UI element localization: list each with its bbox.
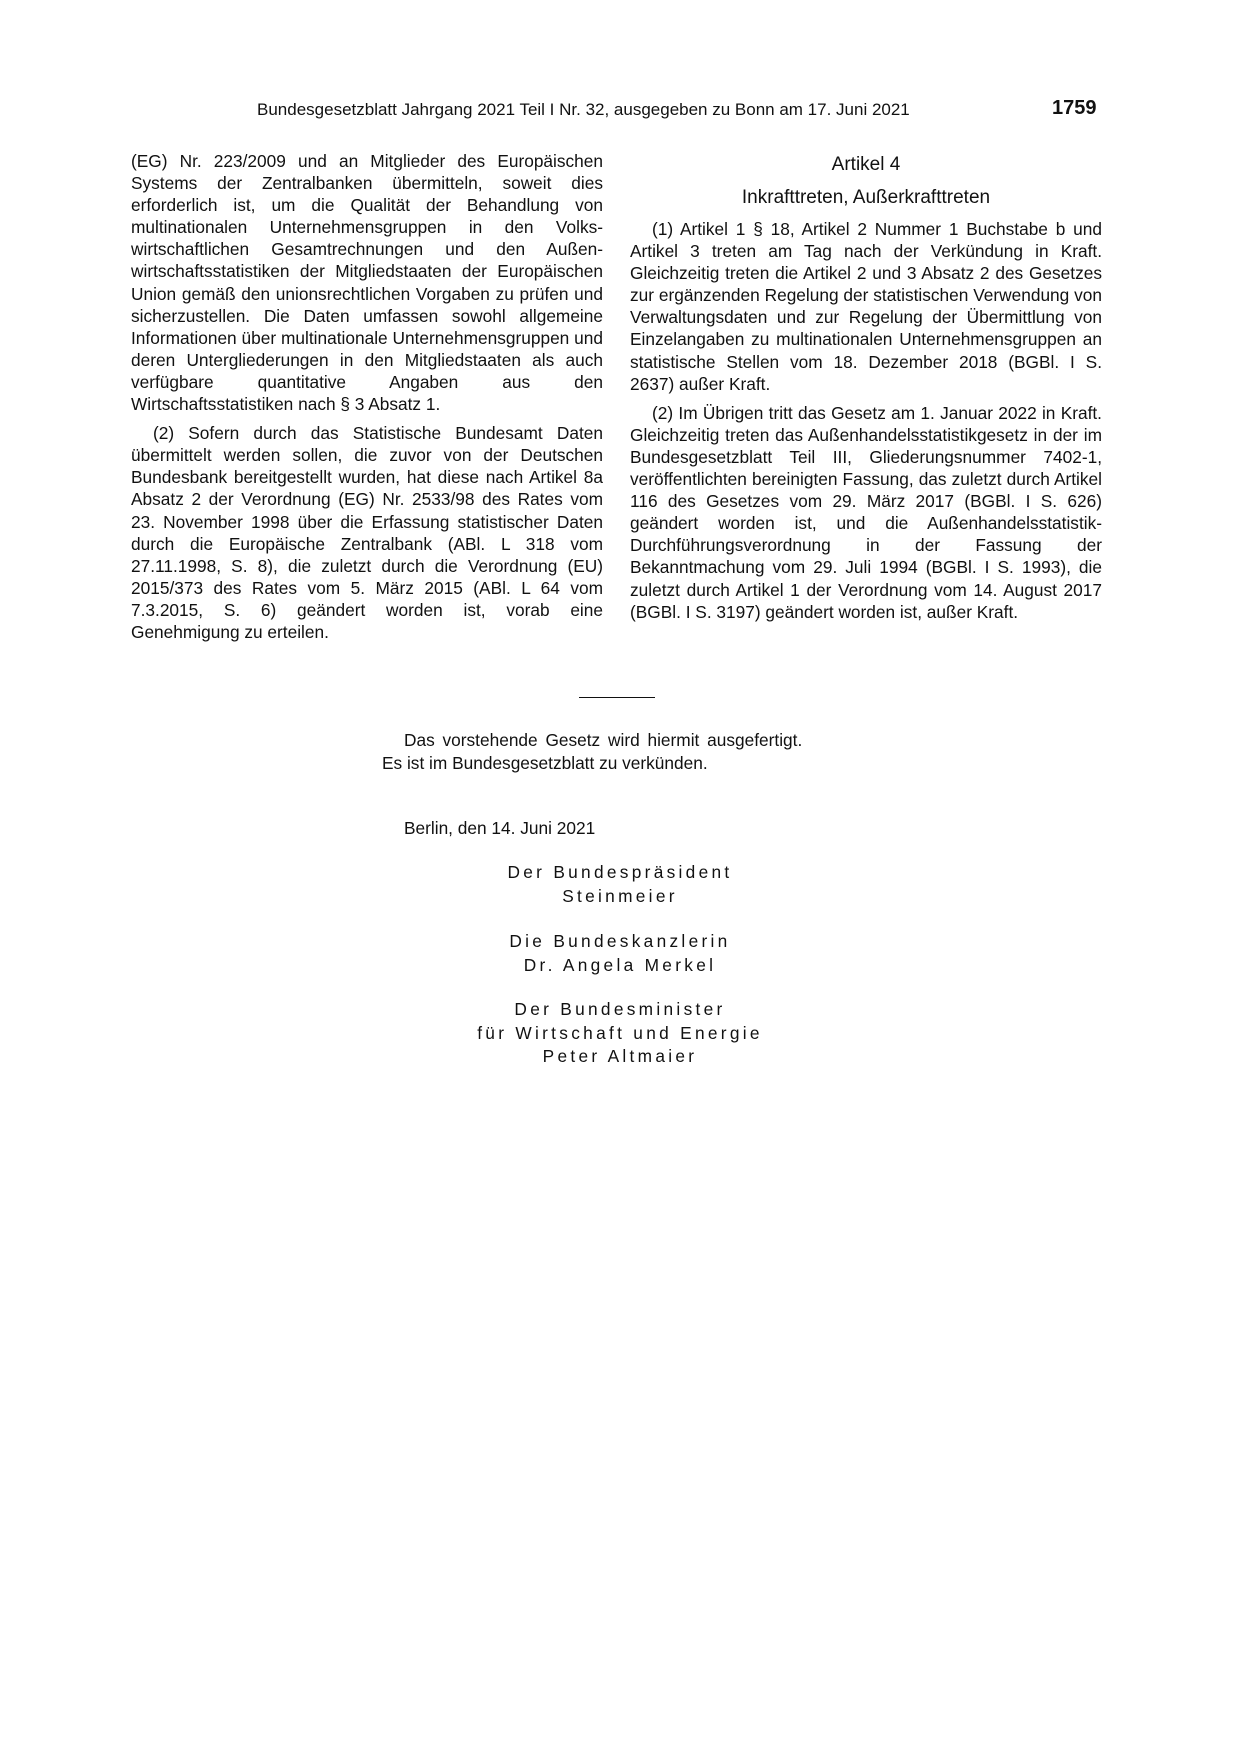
running-title: Bundesgesetzblatt Jahrgang 2021 Teil I Nr. 32, ausgegeben zu Bonn am 17. Juni 2021: [257, 100, 910, 119]
right-paragraph-2: (2) Im Übrigen tritt das Gesetz am 1. Januar 2022 in Kraft. Gleichzeitig treten das Außenhandelsstatistikgesetz in der im Bundesgesetzblatt Teil III, Gliederungsnummer 7402-1, veröffentlichten bereinigten Fassung, das zuletzt durch Artikel 116 des Gesetzes vom 29. März 2017 (BGBl. I S. 626) geändert worden ist, und die Außenhandelsstatistik-Durchführungsverordnung in der Fassung der Bekanntmachung vom 29. Juli 1994 (BGBl. I S. 1993), die zuletzt durch Artikel 1 der Verordnung vom 14. August 2017 (BGBl. I S. 3197) geändert worden ist, außer Kraft.: [630, 402, 1102, 622]
article-subtitle: Inkrafttreten, Außerkrafttreten: [741, 187, 991, 208]
signature-name: Peter Altmaier: [542, 1046, 698, 1066]
signature-office-line2: für Wirtschaft und Energie: [477, 1022, 763, 1043]
signature-block-minister: [400, 998, 840, 1069]
signature-block-chancellor: [400, 930, 840, 977]
left-column: [131, 150, 603, 650]
signature-office: Der Bundesminister: [514, 999, 726, 1019]
page-header: [0, 97, 1241, 124]
signature-name: Dr. Angela Merkel: [523, 954, 717, 975]
left-paragraph-1: (EG) Nr. 223/2009 und an Mitglieder des Europäischen Systems der Zentralbanken übermitteln, soweit dies erforderlich ist, um die Qualität der Behandlung von multinationalen Unternehmensgruppen in den Volkswirtschaftlichen Gesamtrechnungen und den Außenwirtschaftsstatistiken der Mitgliedstaaten der Europäischen Union gemäß den unionsrechtlichen Vorgaben zu prüfen und sicherzustellen. Die Daten umfassen sowohl allgemeine Informationen über multinationale Unternehmensgruppen und deren Untergliederungen in den Mitgliedstaaten als auch verfügbare quantitative Angaben aus den Wirtschaftsstatistiken nach § 3 Absatz 1.: [131, 151, 603, 415]
signature-office: Der Bundespräsident: [507, 862, 733, 882]
signature-name: Steinmeier: [562, 885, 678, 906]
article-title: Artikel 4: [831, 154, 901, 175]
section-divider: [579, 697, 655, 698]
place-and-date: Berlin, den 14. Juni 2021: [404, 818, 596, 838]
closing-line-2: Es ist im Bundesgesetzblatt zu verkünden.: [382, 753, 708, 773]
closing-line-1: Das vorstehende Gesetz wird hiermit ausgefertigt.: [404, 730, 803, 750]
right-paragraph-1: (1) Artikel 1 § 18, Artikel 2 Nummer 1 Buchstabe b und Artikel 3 treten am Tag nach der Verkündung in Kraft. Gleichzeitig treten die Artikel 2 und 3 Absatz 2 des Gesetzes zur ergänzenden Regelung der statistischen Verwendung von Verwaltungsdaten und zur Regelung der Übermittlung von Einzelangaben zu multinationalen Unternehmensgruppen an statistische Stellen vom 18. Dezember 2018 (BGBl. I S. 2637) außer Kraft.: [630, 219, 1102, 394]
signature-office: Die Bundeskanzlerin: [509, 931, 731, 951]
page-number: 1759: [1052, 97, 1097, 119]
signature-block-president: [400, 861, 840, 908]
closing-formula: [382, 729, 852, 775]
left-paragraph-2: (2) Sofern durch das Statistische Bundesamt Daten übermittelt werden sollen, die zuvor von der Deutschen Bundesbank bereitgestellt wurden, hat diese nach Artikel 8a Absatz 2 der Verordnung (EG) Nr. 2533/98 des Rates vom 23. November 1998 über die Erfassung statistischer Daten durch die Europäische Zentralbank (ABl. L 318 vom 27.11.1998, S. 8), die zuletzt durch die Verordnung (EU) 2015/373 des Rates vom 5. März 2015 (ABl. L 64 vom 7.3.2015, S. 6) geändert worden ist, vorab eine Genehmigung zu erteilen.: [131, 423, 603, 642]
right-column: [630, 151, 1102, 630]
